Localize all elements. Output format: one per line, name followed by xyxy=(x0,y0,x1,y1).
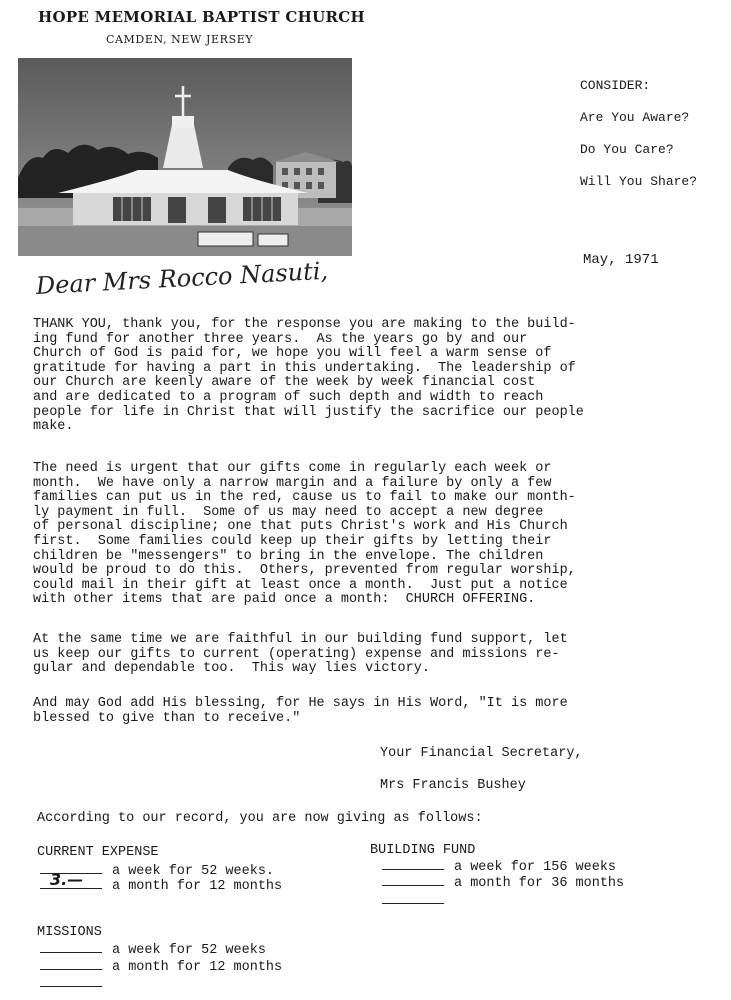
handwritten-salutation: Dear Mrs Rocco Nasuti, xyxy=(35,256,329,300)
paragraph-need: The need is urgent that our gifts come in regularly each week or month. We have only a narrow margin and a failure by only a few families can put us in the red, cause us to fail to make our month- ly payment in full. Some of us may need to accept a new degree of personal discipline; one that puts Christ's work and His Church first. Some families could keep up their gifts by letting their children be "messengers" to bring in the envelope. The children would be proud to do this. Others, prevented from regular worship, could mail in their gift at least once a month. Just put a notice with other items that are paid once a month: CHURCH OFFERING. xyxy=(33,461,576,608)
building-fund-week-label: a week for 156 weeks xyxy=(454,860,617,875)
missions-month-line xyxy=(40,957,282,975)
building-fund-month-blank xyxy=(382,873,444,886)
current-expense-title: CURRENT EXPENSE xyxy=(37,845,159,860)
church-name: HOPE MEMORIAL BAPTIST CHURCH xyxy=(38,8,365,26)
missions-week-line xyxy=(40,940,266,958)
paragraph-blessing: And may God add His blessing, for He says in His Word, "It is more blessed to give than to receive." xyxy=(33,696,568,726)
building-fund-month-label: a month for 36 months xyxy=(454,876,625,891)
signature-name: Mrs Francis Bushey xyxy=(380,778,526,793)
missions-month-blank xyxy=(40,957,102,970)
consider-item: Will You Share? xyxy=(580,174,698,189)
signature-title: Your Financial Secretary, xyxy=(380,746,583,761)
church-photo-image xyxy=(18,58,352,256)
missions-week-label: a week for 52 weeks xyxy=(112,943,266,958)
missions-title: MISSIONS xyxy=(37,925,102,940)
consider-title: CONSIDER: xyxy=(580,78,651,93)
building-fund-extra-blank xyxy=(382,891,444,904)
missions-extra-line xyxy=(40,974,112,992)
current-expense-week-label: a week for 52 weeks. xyxy=(112,864,275,879)
current-expense-month-label: a month for 12 months xyxy=(112,879,283,894)
building-fund-week-blank xyxy=(382,857,444,870)
consider-item: Are You Aware? xyxy=(580,110,690,125)
letter-date: May, 1971 xyxy=(583,252,659,268)
missions-week-blank xyxy=(40,940,102,953)
record-intro: According to our record, you are now giving as follows: xyxy=(37,811,483,826)
paragraph-building-fund: At the same time we are faithful in our building fund support, let us keep our gifts to current (operating) expense and missions re- gular and dependable too. This way lies victory. xyxy=(33,632,568,677)
consider-item: Do You Care? xyxy=(580,142,674,157)
missions-month-label: a month for 12 months xyxy=(112,960,283,975)
church-photo xyxy=(18,58,352,256)
church-location: CAMDEN, NEW JERSEY xyxy=(106,33,254,46)
building-fund-title: BUILDING FUND xyxy=(370,843,476,858)
building-fund-extra-line xyxy=(382,891,454,909)
paragraph-thanks: THANK YOU, thank you, for the response you are making to the build- ing fund for another three years. As the years go by and our Church of God is paid for, we hope you will feel a warm sense of gratitude for having a part in this undertaking. The leadership of our Church are keenly aware of the week by week financial cost and are dedicated to a program of such depth and width to reach people for life in Christ that will justify the sacrifice our people make. xyxy=(33,317,584,435)
current-expense-month-amount: 3.— xyxy=(50,870,84,889)
building-fund-month-line xyxy=(382,873,624,891)
missions-extra-blank xyxy=(40,974,102,987)
consider-box xyxy=(580,70,697,198)
